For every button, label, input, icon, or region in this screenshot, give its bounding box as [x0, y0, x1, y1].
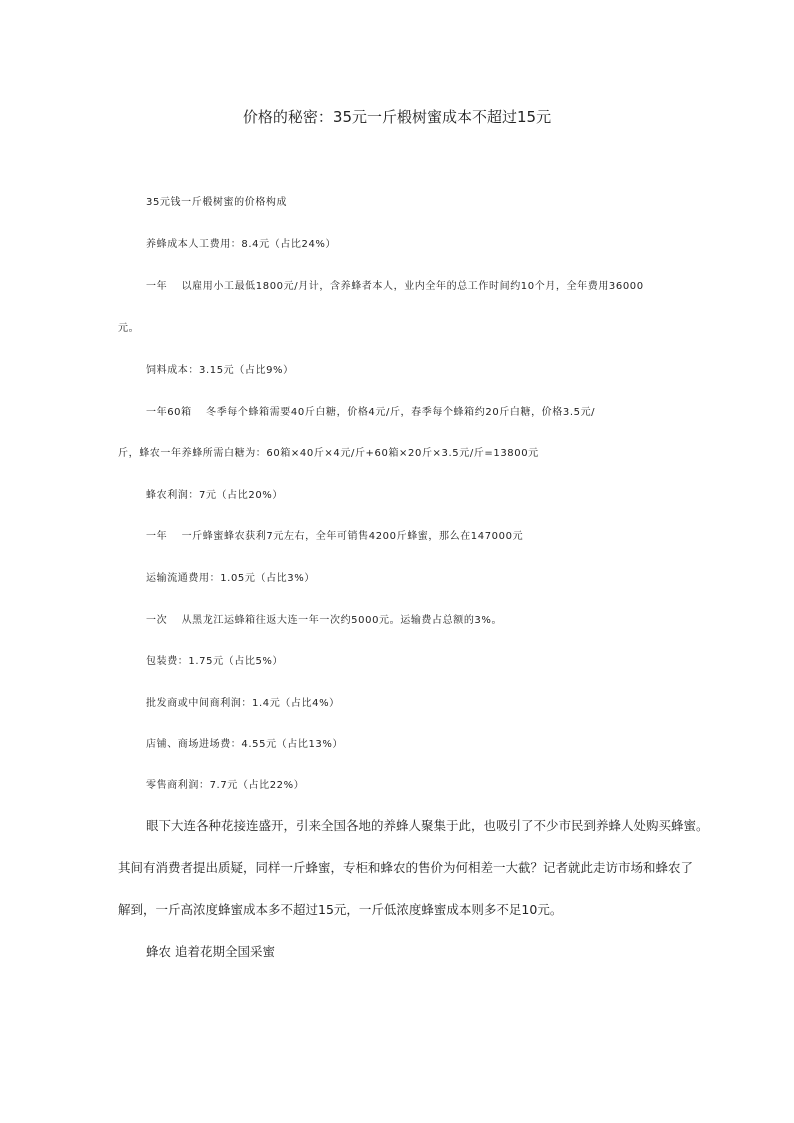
- paragraph-line: 元。: [118, 323, 140, 334]
- paragraph-line: 眼下大连各种花接连盛开，引来全国各地的养蜂人聚集于此，也吸引了不少市民到养蜂人处购买蜂蜜。: [146, 818, 709, 833]
- paragraph-line: 店铺、商场进场费：4.55元（占比13%）: [146, 739, 344, 750]
- paragraph-line: 蜂农利润：7元（占比20%）: [146, 490, 283, 501]
- paragraph-line: 运输流通费用：1.05元（占比3%）: [146, 573, 315, 584]
- paragraph-line: 养蜂成本人工费用：8.4元（占比24%）: [146, 239, 337, 250]
- paragraph-line: 饲料成本：3.15元（占比9%）: [146, 365, 294, 376]
- paragraph-line: 零售商利润：7.7元（占比22%）: [146, 780, 305, 791]
- section-heading: 蜂农 追着花期全国采蜜: [146, 944, 275, 959]
- paragraph-line: 其间有消费者提出质疑，同样一斤蜂蜜，专柜和蜂农的售价为何相差一大截？记者就此走访市场和蜂农了: [118, 860, 694, 875]
- paragraph-line: 批发商或中间商利润：1.4元（占比4%）: [146, 698, 340, 709]
- paragraph-line: 一年60箱 冬季每个蜂箱需要40斤白糖，价格4元/斤，春季每个蜂箱约20斤白糖，价格3.5元/: [146, 407, 596, 418]
- paragraph-line: 一次 从黑龙江运蜂箱往返大连一年一次约5000元。运输费占总额的3%。: [146, 615, 503, 626]
- paragraph-line: 解到，一斤高浓度蜂蜜成本多不超过15元，一斤低浓度蜂蜜成本则多不足10元。: [118, 902, 563, 917]
- document-title: 价格的秘密：35元一斤椴树蜜成本不超过15元: [242, 108, 552, 126]
- paragraph-line: 一年 一斤蜂蜜蜂农获利7元左右，全年可销售4200斤蜂蜜，那么在147000元: [146, 531, 524, 542]
- paragraph-line: 包装费：1.75元（占比5%）: [146, 656, 284, 667]
- paragraph-line: 斤，蜂农一年养蜂所需白糖为：60箱×40斤×4元/斤+60箱×20斤×3.5元/斤=13800元: [118, 448, 539, 459]
- paragraph-line: 一年 以雇用小工最低1800元/月计，含养蜂者本人，业内全年的总工作时间约10个月，全年费用36000: [146, 281, 644, 292]
- paragraph-line: 35元钱一斤椴树蜜的价格构成: [146, 197, 288, 208]
